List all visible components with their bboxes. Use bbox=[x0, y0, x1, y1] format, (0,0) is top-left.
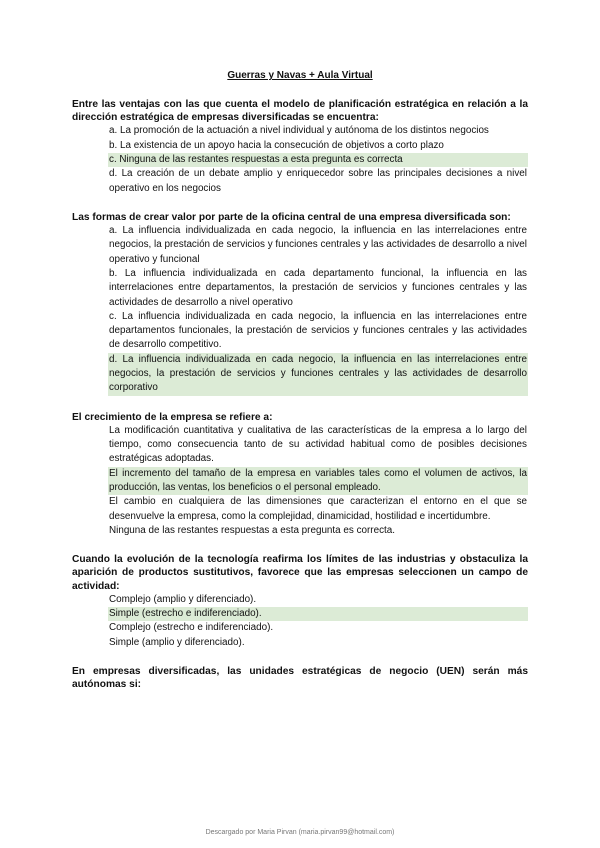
answer-options bbox=[72, 593, 528, 650]
answer-option: Complejo (amplio y diferenciado). bbox=[109, 593, 257, 605]
question-4 bbox=[72, 553, 528, 650]
answer-option: a. La influencia individualizada en cada negocio, la influencia en las interrelaciones entre negocios, la prestación de servicios y funciones centrales y las actividades de desarrollo a nivel operativo y funcional bbox=[109, 225, 527, 265]
download-footer: Descargado por Maria Pirvan (maria.pirvan99@hotmail.com) bbox=[205, 829, 395, 836]
answer-option: a. La promoción de la actuación a nivel individual y autónoma de los distintos negocios bbox=[109, 125, 489, 137]
answer-option: c. La influencia individualizada en cada negocio, la influencia en las interrelaciones entre departamentos funcionales, la prestación de servicios y funciones centrales y las actividades de desarrollo competitivo. bbox=[109, 310, 527, 351]
answer-option: d. La creación de un debate amplio y enriquecedor sobre las principales decisiones a nivel operativo en los negocios bbox=[109, 168, 527, 194]
question-text: Cuando la evolución de la tecnología reafirma los límites de las industrias y obstaculiza la aparición de productos sustitutivos, favorece que las empresas seleccionen un campo de actividad: bbox=[72, 554, 528, 592]
answer-option: b. La influencia individualizada en cada departamento funcional, la influencia en las interrelaciones entre departamentos, la prestación de servicios y funciones centrales y las actividades de desarrollo a nivel operativo bbox=[109, 267, 527, 308]
question-5 bbox=[72, 665, 528, 691]
correct-answer-option: d. La influencia individualizada en cada negocio, la influencia en las interrelaciones entre negocios, la prestación de servicios y funciones centrales y las actividades de desarrollo corporativo bbox=[108, 353, 528, 396]
question-text: Entre las ventajas con las que cuenta el modelo de planificación estratégica en relación a la dirección estratégica de empresas diversificadas se encuentra: bbox=[72, 99, 528, 124]
correct-answer-option: c. Ninguna de las restantes respuestas a esta pregunta es correcta bbox=[108, 153, 528, 167]
answer-options bbox=[72, 124, 528, 195]
answer-option: b. La existencia de un apoyo hacia la consecución de objetivos a corto plazo bbox=[109, 139, 444, 151]
answer-options bbox=[72, 424, 528, 538]
question-text: En empresas diversificadas, las unidades estratégicas de negocio (UEN) serán más autónomas si: bbox=[72, 666, 528, 691]
answer-option: Complejo (estrecho e indiferenciado). bbox=[109, 622, 274, 634]
document-page bbox=[72, 70, 528, 706]
question-text: El crecimiento de la empresa se refiere a: bbox=[72, 411, 273, 423]
question-2 bbox=[72, 211, 528, 396]
correct-answer-option: El incremento del tamaño de la empresa en variables tales como el volumen de activos, la producción, las ventas, los beneficios o el personal empleado. bbox=[108, 467, 528, 496]
question-3 bbox=[72, 411, 528, 539]
answer-options bbox=[72, 224, 528, 396]
answer-option: Simple (amplio y diferenciado). bbox=[109, 636, 245, 648]
answer-option: La modificación cuantitativa y cualitativa de las características de la empresa a lo largo del tiempo, como consecuencia tanto de su actividad habitual como de posibles decisiones estratégicas adoptadas. bbox=[109, 424, 527, 465]
correct-answer-option: Simple (estrecho e indiferenciado). bbox=[108, 607, 528, 621]
question-1 bbox=[72, 98, 528, 196]
answer-option: Ninguna de las restantes respuestas a esta pregunta es correcta. bbox=[109, 524, 395, 536]
document-title: Guerras y Navas + Aula Virtual bbox=[227, 70, 373, 81]
question-text: Las formas de crear valor por parte de la oficina central de una empresa diversificada son: bbox=[72, 211, 511, 223]
answer-option: El cambio en cualquiera de las dimensiones que caracterizan el entorno en el que se desenvuelve la empresa, como la complejidad, dinamicidad, hostilidad e incertidumbre. bbox=[109, 496, 527, 522]
